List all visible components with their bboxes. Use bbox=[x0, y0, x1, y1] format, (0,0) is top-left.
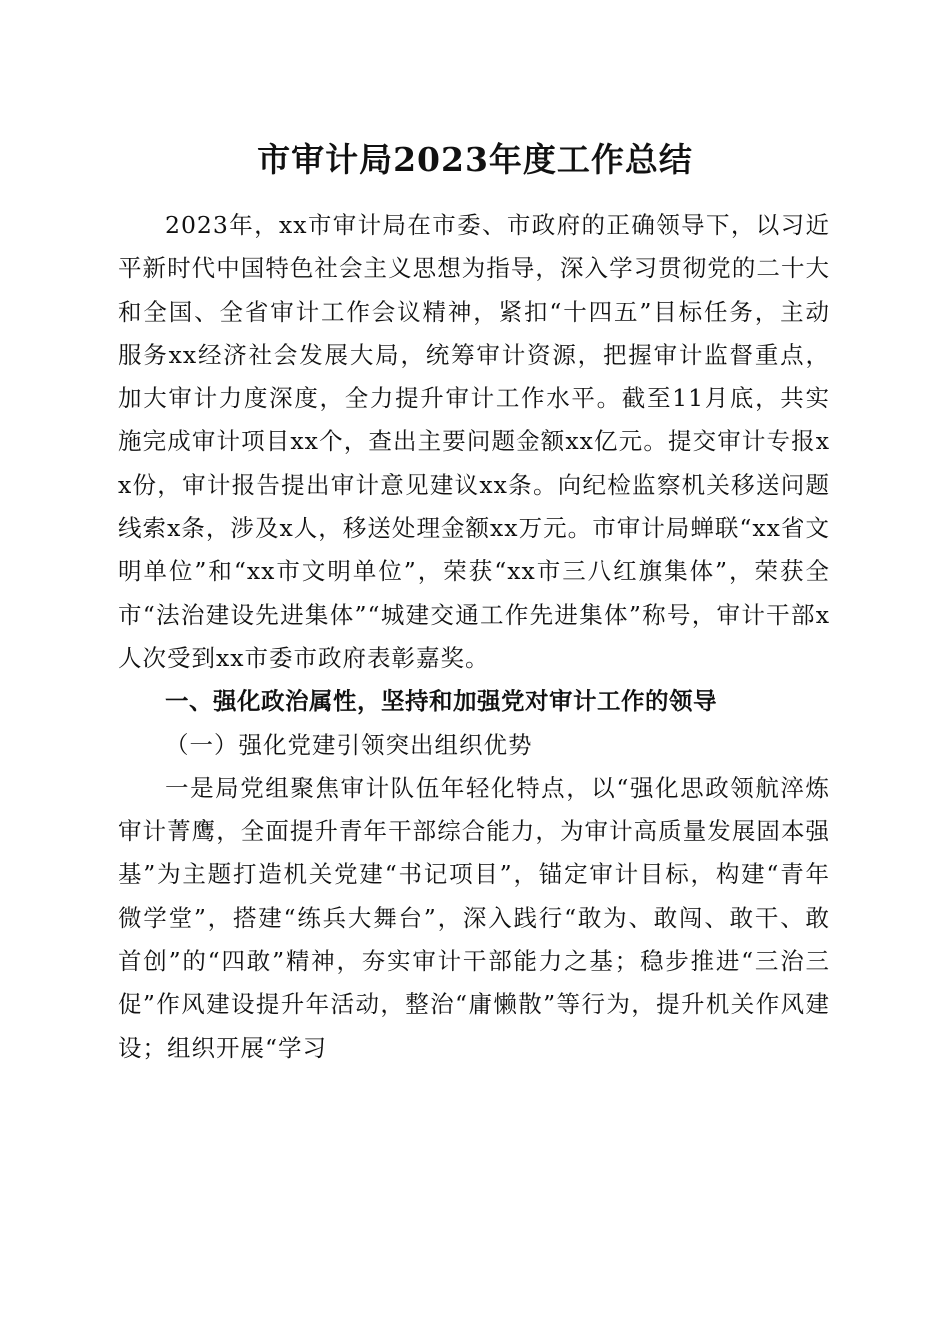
intro-paragraph: 2023年，xx市审计局在市委、市政府的正确领导下，以习近平新时代中国特色社会主义思想为指导，深入学习贯彻党的二十大和全国、全省审计工作会议精神，紧扣“十四五”目标任务，主动服务xx经济社会发展大局，统筹审计资源，把握审计监督重点，加大审计力度深度，全力提升审计工作水平。截至11月底，共实施完成审计项目xx个，查出主要问题金额xx亿元。提交审计专报xx份，审计报告提出审计意见建议xx条。向纪检监察机关移送问题线索x条，涉及x人，移送处理金额xx万元。市审计局蝉联“xx省文明单位”和“xx市文明单位”，荣获“xx市三八红旗集体”，荣获全市“法治建设先进集体”“城建交通工作先进集体”称号，审计干部x人次受到xx市委市政府表彰嘉奖。 bbox=[118, 211, 830, 672]
section-heading-1: 一、强化政治属性，坚持和加强党对审计工作的领导 bbox=[165, 687, 717, 716]
subsection-paragraph-1: 一是局党组聚焦审计队伍年轻化特点，以“强化思政领航淬炼审计菁鹰，全面提升青年干部综合能力，为审计高质量发展固本强基”为主题打造机关党建“书记项目”，锚定审计目标，构建“青年微学堂”，搭建“练兵大舞台”，深入践行“敢为、敢闯、敢干、敢首创”的“四敢”精神，夯实审计干部能力之基；稳步推进“三治三促”作风建设提升年活动，整治“庸懒散”等行为，提升机关作风建设；组织开展“学习 bbox=[118, 773, 830, 1062]
document-body bbox=[118, 204, 830, 1070]
subsection-heading-1: （一）强化党建引领突出组织优势 bbox=[165, 730, 533, 759]
document-title: 市审计局2023年度工作总结 bbox=[257, 140, 693, 179]
